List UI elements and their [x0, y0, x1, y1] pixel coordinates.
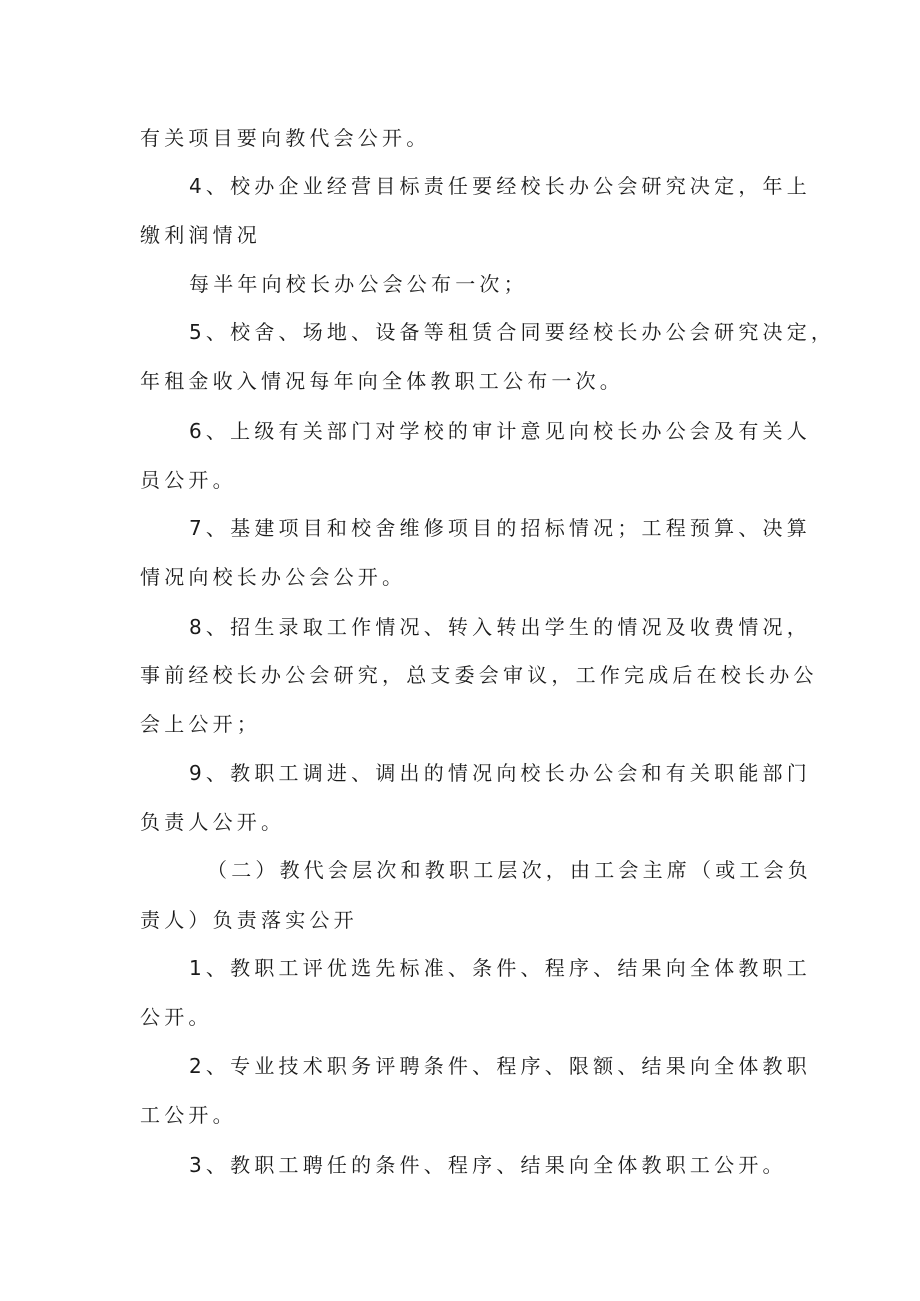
- text-line: 1、教职工评优选先标准、条件、程序、结果向全体教职工: [189, 956, 811, 980]
- text-line: 工公开。: [140, 1103, 237, 1127]
- text-line: 情况向校长办公会公开。: [140, 565, 407, 589]
- text-line: 9、教职工调进、调出的情况向校长办公会和有关职能部门: [189, 761, 811, 785]
- section-heading-continued: 责人）负责落实公开: [140, 908, 358, 932]
- text-line: 3、教职工聘任的条件、程序、结果向全体教职工公开。: [189, 1153, 787, 1177]
- text-line: 每半年向校长办公会公布一次；: [189, 272, 528, 296]
- text-line: 年租金收入情况每年向全体教职工公布一次。: [140, 369, 624, 393]
- text-line: 7、基建项目和校舍维修项目的招标情况；工程预算、决算: [189, 516, 811, 540]
- text-line: 员公开。: [140, 468, 237, 492]
- text-line: 4、校办企业经营目标责任要经校长办公会研究决定，年上: [189, 174, 811, 198]
- text-line: 缴利润情况: [140, 223, 261, 247]
- text-line: 2、专业技术职务评聘条件、程序、限额、结果向全体教职: [189, 1054, 811, 1078]
- text-line: 负责人公开。: [140, 810, 286, 834]
- text-line: 公开。: [140, 1005, 213, 1029]
- text-line: 5、校舍、场地、设备等租赁合同要经校长办公会研究决定，: [189, 320, 836, 344]
- text-line: 6、上级有关部门对学校的审计意见向校长办公会及有关人: [189, 419, 811, 443]
- text-line: 8、招生录取工作情况、转入转出学生的情况及收费情况，: [189, 615, 811, 639]
- text-line: 事前经校长办公会研究，总支委会审议，工作完成后在校长办公: [140, 663, 818, 687]
- text-line: 有关项目要向教代会公开。: [140, 126, 431, 150]
- text-line: 会上公开；: [140, 712, 261, 736]
- section-heading: （二）教代会层次和教职工层次，由工会主席（或工会负: [207, 858, 812, 882]
